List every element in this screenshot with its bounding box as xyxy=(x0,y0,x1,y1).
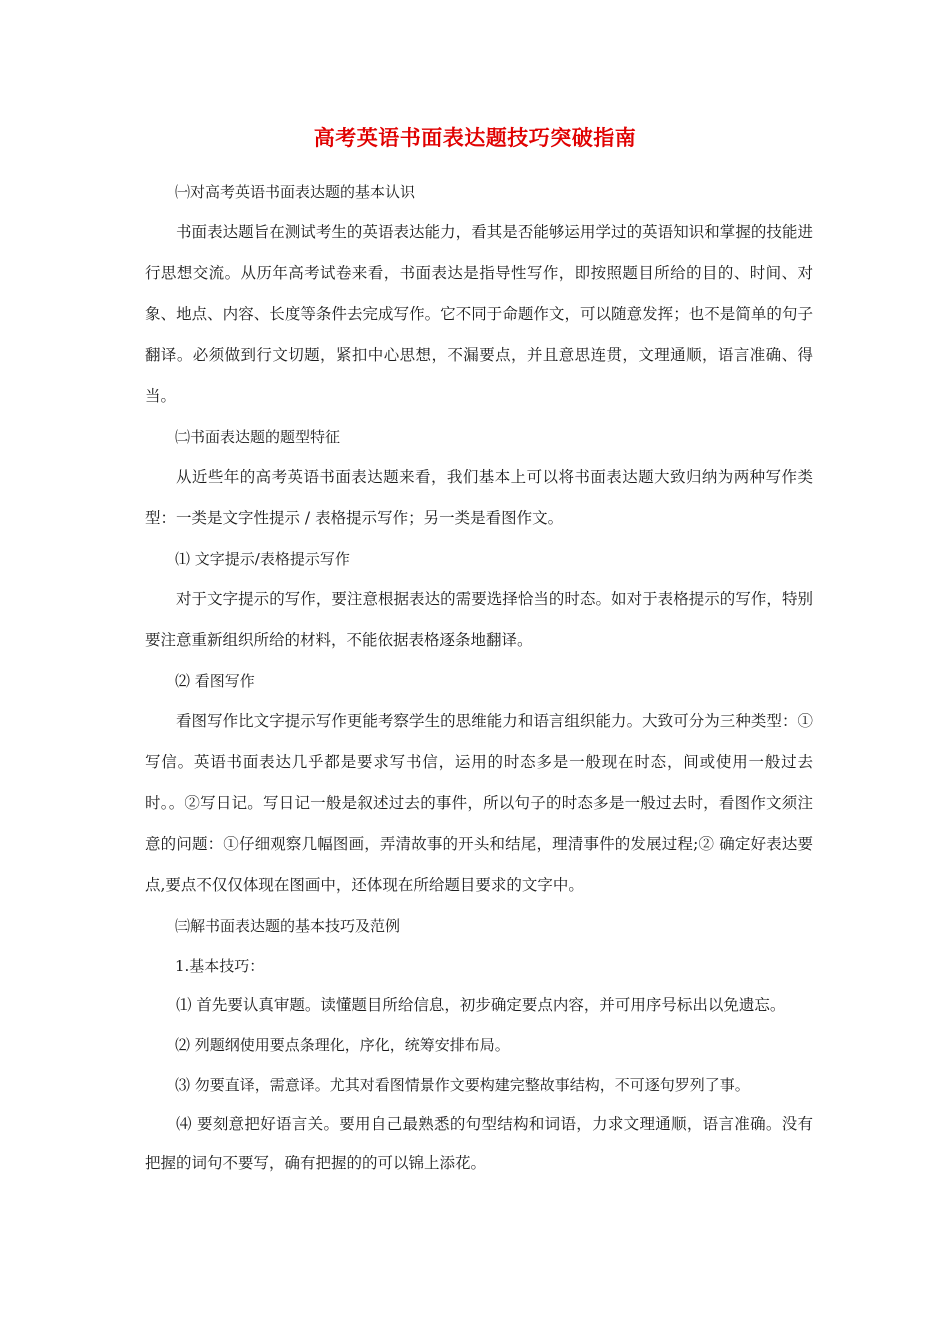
section-heading-3: ㈢解书面表达题的基本技巧及范例 xyxy=(175,917,401,935)
list-title: 1.基本技巧： xyxy=(175,957,265,975)
list-item-3: ⑶ 勿要直译，需意译。尤其对看图情景作文要构建完整故事结构，不可逐句罗列了事。 xyxy=(175,1076,750,1094)
subsection-heading-1: ⑴ 文字提示/表格提示写作 xyxy=(175,550,350,568)
document-title: 高考英语书面表达题技巧突破指南 xyxy=(313,125,637,150)
paragraph-2: 从近些年的高考英语书面表达题来看，我们基本上可以将书面表达题大致归纳为两种写作类型：一类是文字性提示 / 表格提示写作；另一类是看图作文。 xyxy=(145,468,813,527)
paragraph-4: 看图写作比文字提示写作更能考察学生的思维能力和语言组织能力。大致可分为三种类型：①写信。英语书面表达几乎都是要求写书信，运用的时态多是一般现在时态，间或使用一般过去时。。②写日记。写日记一般是叙述过去的事件，所以句子的时态多是一般过去时，看图作文须注意的问题：①仔细观察几幅图画，弄清故事的开头和结尾，理清事件的发展过程;② 确定好表达要点,要点不仅仅体现在图画中，还体现在所给题目要求的文字中。 xyxy=(145,712,813,894)
subsection-heading-2: ⑵ 看图写作 xyxy=(175,672,255,690)
list-item-1: ⑴ 首先要认真审题。读懂题目所给信息，初步确定要点内容，并可用序号标出以免遗忘。 xyxy=(176,996,786,1014)
list-item-4: ⑷ 要刻意把好语言关。要用自己最熟悉的句型结构和词语，力求文理通顺，语言准确。没有把握的词句不要写，确有把握的的可以锦上添花。 xyxy=(145,1115,813,1172)
list-item-2: ⑵ 列题纲使用要点条理化，序化，统筹安排布局。 xyxy=(175,1036,510,1054)
paragraph-1: 书面表达题旨在测试考生的英语表达能力，看其是否能够运用学过的英语知识和掌握的技能进行思想交流。从历年高考试卷来看，书面表达是指导性写作，即按照题目所给的目的、时间、对象、地点、内容、长度等条件去完成写作。它不同于命题作文，可以随意发挥；也不是简单的句子翻译。必须做到行文切题，紧扣中心思想，不漏要点，并且意思连贯，文理通顺，语言准确、得当。 xyxy=(145,223,813,405)
section-heading-2: ㈡书面表达题的题型特征 xyxy=(175,428,341,446)
section-heading-1: ㈠对高考英语书面表达题的基本认识 xyxy=(175,183,416,201)
document-body xyxy=(145,172,813,1183)
paragraph-3: 对于文字提示的写作，要注意根据表达的需要选择恰当的时态。如对于表格提示的写作，特别要注意重新组织所给的材料，不能依据表格逐条地翻译。 xyxy=(145,590,813,649)
